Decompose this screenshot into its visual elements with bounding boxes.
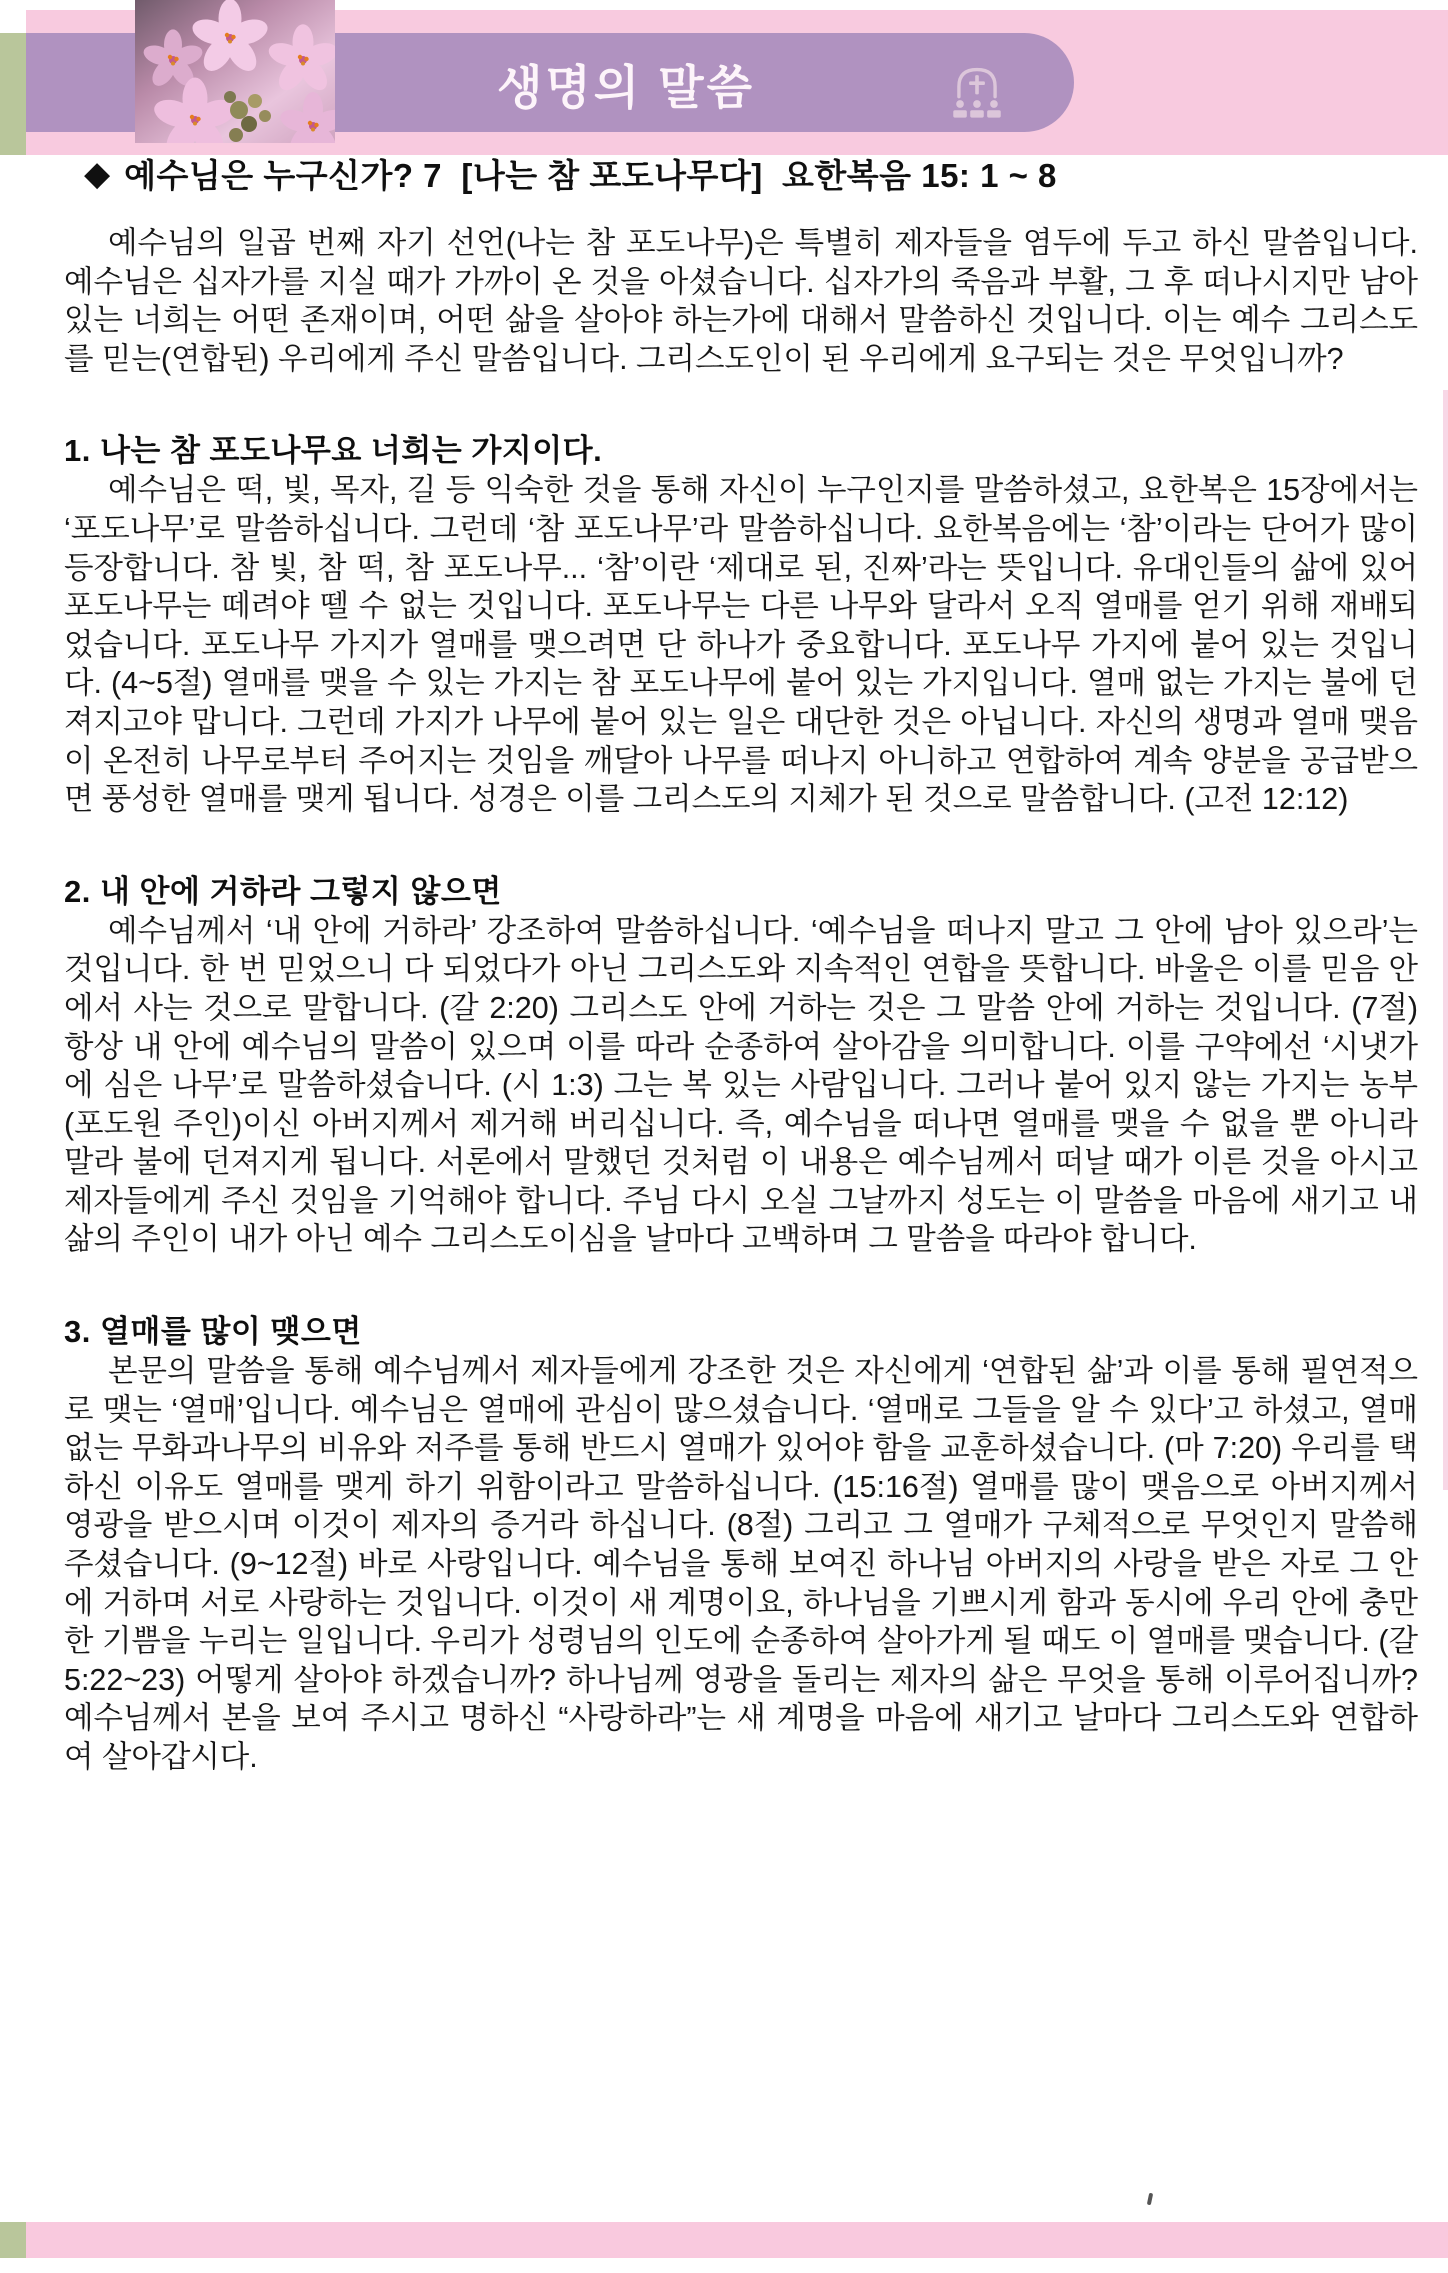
section-3-body: 본문의 말씀을 통해 예수님께서 제자들에게 강조한 것은 자신에게 ‘연합된 삶’과 이를 통해 필연적으로 맺는 ‘열매’입니다. 예수님은 열매에 관심이 많으셨습니다. ‘열매로 그들을 알 수 있다’고 하셨고, 열매 없는 무화과나무의 비유와 저주를 통해 반드시 열매가 있어야 함을 교훈하셨습니다. (마 7:20) 우리를 택하신 이유도 열매를 맺게 하기 위함이라고 말씀하십니다. (15:16절) 열매를 많이 맺음으로 아버지께서 영광을 받으시며 이것이 제자의 증거라 하십니다. (8절) 그리고 그 열매가 구체적으로 무엇인지 말씀해 주셨습니다. (9~12절) 바로 사랑입니다. 예수님을 통해 보여진 하나님 아버지의 사랑을 받은 자로 그 안에 거하며 서로 사랑하는 것입니다. 이것이 새 계명이요, 하나님을 기쁘시게 함과 동시에 우리 안에 충만한 기쁨을 누리는 일입니다. 우리가 성령님의 인도에 순종하여 살아가게 될 때도 이 열매를 맺습니다. (갈 5:22~23) 어떻게 살아야 하겠습니까? 하나님께 영광을 돌리는 제자의 삶은 무엇을 통해 이루어집니까? 예수님께서 본을 보여 주시고 명하신 “사랑하라”는 새 계명을 마음에 새기고 날마다 그리스도와 연합하여 살아갑시다. — [64, 1354, 1418, 1774]
header-band — [26, 10, 1448, 155]
lilac-flower-photo — [135, 0, 335, 143]
sermon-content — [64, 224, 1418, 1777]
diamond-bullet-icon: ◆ — [84, 154, 111, 193]
section-2-body: 예수님께서 ‘내 안에 거하라’ 강조하여 말씀하십니다. ‘예수님을 떠나지 말고 그 안에 남아 있으라’는 것입니다. 한 번 믿었으니 다 되었다가 아닌 그리스도와 지속적인 연합을 뜻합니다. 바울은 이를 믿음 안에서 사는 것으로 말합니다. (갈 2:20) 그리스도 안에 거하는 것은 그 말씀 안에 거하는 것입니다. (7절) 항상 내 안에 예수님의 말씀이 있으며 이를 따라 순종하여 살아감을 의미합니다. 이를 구약에선 ‘시냇가에 심은 나무’로 말씀하셨습니다. (시 1:3) 그는 복 있는 사람입니다. 그러나 붙어 있지 않는 가지는 농부(포도원 주인)이신 아버지께서 제거해 버리십니다. 즉, 예수님을 떠나면 열매를 맺을 수 없을 뿐 아니라 말라 불에 던져지게 됩니다. 서론에서 말했던 것처럼 이 내용은 예수님께서 떠날 때가 이른 것을 아시고 제자들에게 주신 것임을 기억해야 합니다. 주님 다시 오실 그날까지 성도는 이 말씀을 마음에 새기고 내 삶의 주인이 내가 아닌 예수 그리스도이심을 날마다 고백하며 그 말씀을 따라야 합니다. — [64, 913, 1418, 1257]
section-2 — [64, 872, 1418, 1259]
section-2-heading: 2. 내 안에 거하라 그렇지 않으면 — [64, 873, 502, 909]
footer-green-square — [0, 2222, 26, 2258]
scan-speck-artifact — [1147, 2193, 1153, 2206]
footer-pink-band — [26, 2222, 1448, 2258]
page-title: 생명의 말씀 — [496, 61, 756, 114]
doc-title-row — [84, 150, 1428, 197]
section-intro — [64, 224, 1418, 378]
section-1-body: 예수님은 떡, 빛, 목자, 길 등 익숙한 것을 통해 자신이 누구인지를 말씀하셨고, 요한복은 15장에서는 ‘포도나무’로 말씀하십니다. 그런데 ‘참 포도나무’라 말씀하십니다. 요한복음에는 ‘참’이라는 단어가 많이 등장합니다. 참 빛, 참 떡, 참 포도나무... ‘참’이란 ‘제대로 된, 진짜’라는 뜻입니다. 유대인들의 삶에 있어 포도나무는 떼려야 뗄 수 없는 것입니다. 포도나무는 다른 나무와 달라서 오직 열매를 얻기 위해 재배되었습니다. 포도나무 가지가 열매를 맺으려면 단 하나가 중요합니다. 포도나무 가지에 붙어 있는 것입니다. (4~5절) 열매를 맺을 수 있는 가지는 참 포도나무에 붙어 있는 가지입니다. 열매 없는 가지는 불에 던져지고야 맙니다. 그런데 가지가 나무에 붙어 있는 일은 대단한 것은 아닙니다. 자신의 생명과 열매 맺음이 온전히 나무로부터 주어지는 것임을 깨달아 나무를 떠나지 아니하고 연합하여 계속 양분을 공급받으면 풍성한 열매를 맺게 됩니다. 성경은 이를 그리스도의 지체가 된 것으로 말씀합니다. (고전 12:12) — [64, 473, 1418, 817]
intro-paragraph: 예수님의 일곱 번째 자기 선언(나는 참 포도나무)은 특별히 제자들을 염두에 두고 하신 말씀입니다. 예수님은 십자가를 지실 때가 가까이 온 것을 아셨습니다. 십자가의 죽음과 부활, 그 후 떠나시지만 남아 있는 너희는 어떤 존재이며, 어떤 삶을 살아야 하는가에 대해서 말씀하신 것입니다. 이는 예수 그리스도를 믿는(연합된) 우리에게 주신 말씀입니다. 그리스도인이 된 우리에게 요구되는 것은 무엇입니까? — [64, 226, 1418, 376]
doc-title: 예수님은 누구신가? 7 [나는 참 포도나무다] 요한복음 15: 1 ~ 8 — [124, 157, 1057, 194]
section-3-heading: 3. 열매를 많이 맺으면 — [64, 1314, 362, 1350]
section-1 — [64, 431, 1418, 818]
section-3 — [64, 1312, 1418, 1777]
section-1-heading: 1. 나는 참 포도나무요 너희는 가지이다. — [64, 433, 603, 469]
scan-edge-artifact — [1443, 390, 1448, 1490]
church-congregation-icon — [951, 61, 1003, 121]
left-green-stripe — [0, 33, 26, 155]
